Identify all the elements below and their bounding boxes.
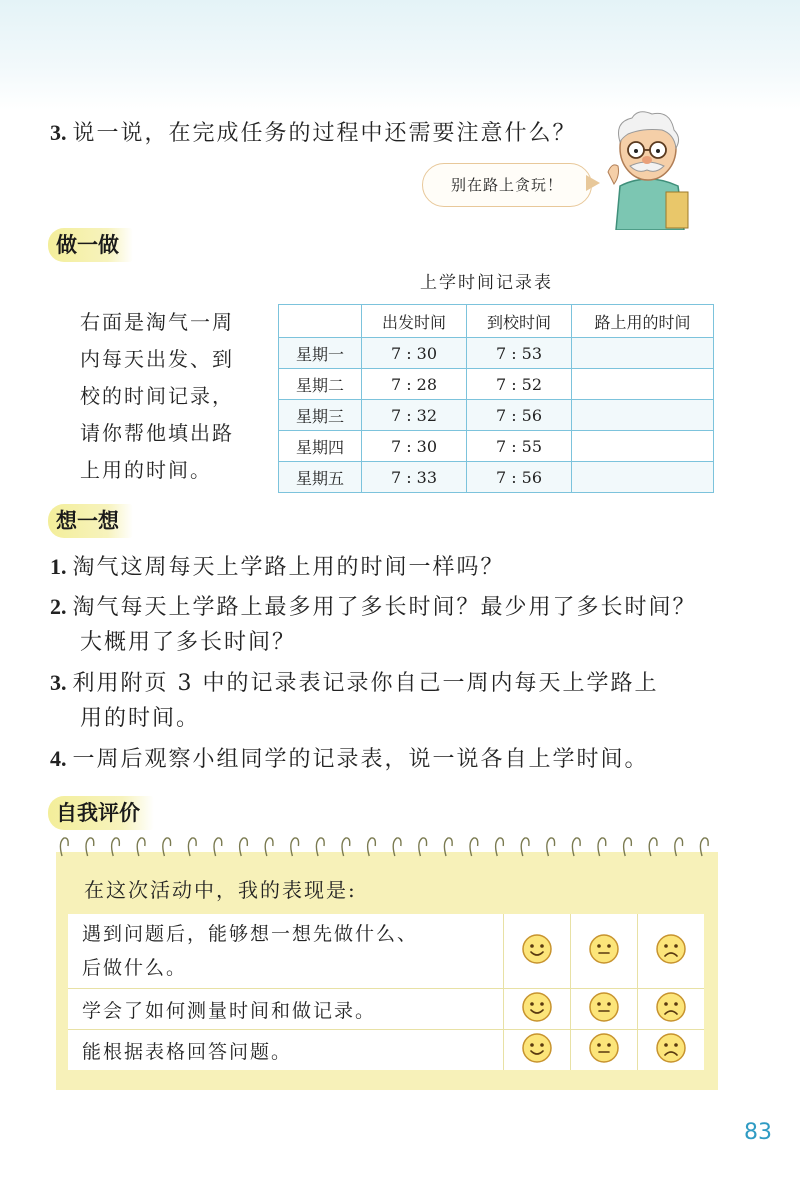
smile-face-icon xyxy=(521,991,553,1028)
duration-cell[interactable] xyxy=(572,431,714,462)
smile-face-option[interactable] xyxy=(504,989,571,1030)
do-section-tag: 做一做 xyxy=(48,228,133,262)
notebook-ring xyxy=(163,838,171,856)
notebook-ring xyxy=(240,838,248,856)
think-item-number: 1. xyxy=(50,554,67,579)
self-eval-intro: 在这次活动中，我的表现是: xyxy=(84,878,357,902)
speech-bubble: 别在路上贪玩！ xyxy=(422,163,592,207)
eval-statement xyxy=(68,989,504,1030)
eval-statement-line: 能根据表格回答问题。 xyxy=(82,1040,293,1063)
table-row xyxy=(279,338,714,369)
notebook-ring xyxy=(86,838,94,856)
table-row xyxy=(279,431,714,462)
notebook-ring xyxy=(342,838,350,856)
notebook-ring xyxy=(291,838,299,856)
neutral-face-option[interactable] xyxy=(571,1030,638,1071)
sad-face-option[interactable] xyxy=(638,989,705,1030)
duration-cell[interactable] xyxy=(572,338,714,369)
duration-cell[interactable] xyxy=(572,462,714,493)
notebook-ring xyxy=(624,838,632,856)
self-eval-tag: 自我评价 xyxy=(48,796,154,830)
eval-statement xyxy=(68,1030,504,1071)
notebook-ring xyxy=(547,838,555,856)
smile-face-icon xyxy=(521,933,553,970)
neutral-face-icon xyxy=(588,991,620,1028)
self-eval-table xyxy=(68,914,704,1070)
do-description-line: 上用的时间。 xyxy=(80,458,212,482)
notebook-ring xyxy=(470,838,478,856)
think-item xyxy=(50,592,697,623)
do-description-line: 校的时间记录， xyxy=(80,384,234,408)
table-row xyxy=(68,989,704,1030)
grandpa-illustration xyxy=(598,108,698,230)
notebook-ring xyxy=(444,838,452,856)
table-row xyxy=(279,400,714,431)
day-cell: 星期二 xyxy=(279,369,362,400)
do-description-line: 内每天出发、到 xyxy=(80,347,234,371)
think-item-continuation: 大概用了多长时间？ xyxy=(80,630,297,655)
think-item-number: 3. xyxy=(50,670,67,695)
notebook-rings xyxy=(56,834,718,860)
depart-cell: 7 : 33 xyxy=(362,462,467,493)
sad-face-icon xyxy=(655,991,687,1028)
smile-face-option[interactable] xyxy=(504,914,571,989)
sad-face-icon xyxy=(655,1032,687,1069)
sad-face-icon xyxy=(655,933,687,970)
eval-statement-line: 学会了如何测量时间和做记录。 xyxy=(82,999,377,1022)
record-header-cell: 出发时间 xyxy=(362,305,467,338)
notebook-ring xyxy=(598,838,606,856)
sad-face-option[interactable] xyxy=(638,914,705,989)
neutral-face-icon xyxy=(588,1032,620,1069)
do-description-line: 右面是淘气一周 xyxy=(80,310,234,334)
notebook-ring xyxy=(368,838,376,856)
notebook-ring xyxy=(214,838,222,856)
notebook-ring xyxy=(316,838,324,856)
notebook-ring xyxy=(675,838,683,856)
table-row xyxy=(68,914,704,989)
record-header-cell xyxy=(279,305,362,338)
notebook-ring xyxy=(137,838,145,856)
table-row xyxy=(279,369,714,400)
think-item xyxy=(50,668,659,699)
top-band xyxy=(0,0,800,110)
think-item-text: 淘气这周每天上学路上用的时间一样吗？ xyxy=(72,555,505,580)
day-cell: 星期一 xyxy=(279,338,362,369)
think-section-tag: 想一想 xyxy=(48,504,133,538)
tell-question xyxy=(50,118,577,149)
tell-question-text: 说一说，在完成任务的过程中还需要注意什么？ xyxy=(72,121,577,146)
table-row xyxy=(279,462,714,493)
record-header-cell: 路上用的时间 xyxy=(572,305,714,338)
eval-statement xyxy=(68,914,504,989)
smile-face-option[interactable] xyxy=(504,1030,571,1071)
notebook-ring xyxy=(60,838,68,856)
day-cell: 星期三 xyxy=(279,400,362,431)
depart-cell: 7 : 28 xyxy=(362,369,467,400)
notebook-ring xyxy=(188,838,196,856)
arrive-cell: 7 : 56 xyxy=(467,462,572,493)
day-cell: 星期四 xyxy=(279,431,362,462)
think-item-number: 4. xyxy=(50,746,67,771)
think-item xyxy=(50,552,505,583)
tell-question-number: 3. xyxy=(50,120,67,145)
eval-statement-line: 遇到问题后，能够想一想先做什么、 xyxy=(82,923,419,945)
think-item-text: 淘气每天上学路上最多用了多长时间？最少用了多长时间？ xyxy=(72,595,697,620)
depart-cell: 7 : 30 xyxy=(362,431,467,462)
duration-cell[interactable] xyxy=(572,400,714,431)
depart-cell: 7 : 32 xyxy=(362,400,467,431)
neutral-face-option[interactable] xyxy=(571,914,638,989)
smile-face-icon xyxy=(521,1032,553,1069)
do-description xyxy=(80,304,270,489)
notebook-ring xyxy=(112,838,120,856)
notebook-ring xyxy=(521,838,529,856)
record-table xyxy=(278,304,714,493)
duration-cell[interactable] xyxy=(572,369,714,400)
notebook-ring xyxy=(393,838,401,856)
table-row xyxy=(68,1030,704,1071)
record-table-title: 上学时间记录表 xyxy=(420,273,553,293)
neutral-face-icon xyxy=(588,933,620,970)
neutral-face-option[interactable] xyxy=(571,989,638,1030)
think-item-text: 利用附页 3 中的记录表记录你自己一周内每天上学路上 xyxy=(72,671,659,696)
arrive-cell: 7 : 52 xyxy=(467,369,572,400)
arrive-cell: 7 : 56 xyxy=(467,400,572,431)
day-cell: 星期五 xyxy=(279,462,362,493)
notebook-ring xyxy=(496,838,504,856)
notebook-ring xyxy=(700,838,708,856)
notebook-ring xyxy=(265,838,273,856)
record-table-header-row xyxy=(279,305,714,338)
think-item-number: 2. xyxy=(50,594,67,619)
arrive-cell: 7 : 55 xyxy=(467,431,572,462)
notebook-ring xyxy=(649,838,657,856)
think-item-continuation: 用的时间。 xyxy=(80,706,201,731)
sad-face-option[interactable] xyxy=(638,1030,705,1071)
depart-cell: 7 : 30 xyxy=(362,338,467,369)
notebook-ring xyxy=(419,838,427,856)
think-item-text: 一周后观察小组同学的记录表，说一说各自上学时间。 xyxy=(72,747,649,772)
arrive-cell: 7 : 53 xyxy=(467,338,572,369)
page-number: 83 xyxy=(744,1120,772,1145)
notebook-ring xyxy=(572,838,580,856)
record-header-cell: 到校时间 xyxy=(467,305,572,338)
think-item xyxy=(50,744,649,775)
eval-statement-line: 后做什么。 xyxy=(82,957,188,979)
do-description-line: 请你帮他填出路 xyxy=(80,421,234,445)
